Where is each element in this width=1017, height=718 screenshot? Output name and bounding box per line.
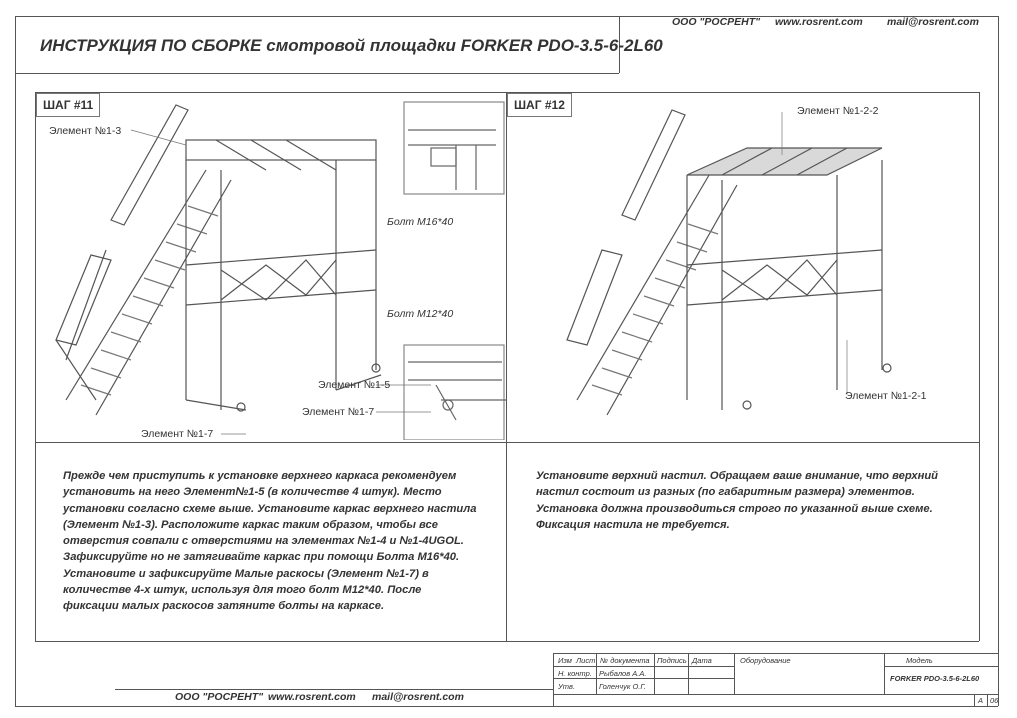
tb-model-value: FORKER PDO-3.5-6-2L60 — [890, 674, 980, 683]
step11-callout-bolt-m16: Болт М16*40 — [387, 216, 454, 228]
tb-n-kontr: Н. контр. — [558, 669, 592, 678]
step12-callout-element-1-2-1: Элемент №1-2-1 — [845, 390, 927, 402]
header-website[interactable]: www.rosrent.com — [775, 16, 863, 28]
footer-email[interactable]: mail@rosrent.com — [372, 691, 464, 703]
step-11-platform-drawing — [36, 100, 506, 440]
frame-left — [15, 16, 16, 706]
document-title: ИНСТРУКЦИЯ ПО СБОРКЕ смотровой площадки FORKER PDO-3.5-6-2L60 — [40, 36, 663, 55]
step11-callout-element-1-7-bottom: Элемент №1-7 — [141, 428, 214, 440]
panel-horizontal-divider — [35, 442, 979, 443]
tb-list: Лист — [576, 656, 596, 665]
step11-callout-element-1-3: Элемент №1-3 — [49, 125, 122, 137]
tb-sheet-no: 06 — [990, 696, 999, 705]
tb-izm: Изм — [558, 656, 572, 665]
footer-company: ООО "РОСРЕНТ" — [175, 691, 264, 703]
tb-doc-no: № документа — [600, 656, 650, 665]
header-email[interactable]: mail@rosrent.com — [887, 16, 979, 28]
step12-callout-element-1-2-2: Элемент №1-2-2 — [797, 105, 879, 117]
step-12-platform-drawing — [507, 100, 977, 440]
tb-equipment-label: Оборудование — [740, 656, 791, 665]
footer-top-line — [115, 689, 553, 690]
tb-sign: Подпись — [657, 656, 687, 665]
tb-utv: Утв. — [558, 682, 576, 691]
step-12-label: ШАГ #12 — [507, 93, 572, 117]
step11-callout-element-1-7-right: Элемент №1-7 — [302, 406, 375, 418]
step-11-label: ШАГ #11 — [36, 93, 100, 117]
title-block — [553, 653, 999, 707]
step11-callout-element-1-5: Элемент №1-5 — [318, 379, 391, 391]
tb-sheet-letter: А — [978, 696, 984, 705]
tb-n-kontr-name: Рыбалов А.А. — [599, 669, 647, 678]
title-box-bottom — [15, 73, 619, 74]
step11-callout-bolt-m12: Болт М12*40 — [387, 308, 454, 320]
tb-date: Дата — [692, 656, 712, 665]
tb-model-label: Модель — [906, 656, 933, 665]
step12-instruction-text: Установите верхний настил. Обращаем ваше внимание, что верхний настил состоит из разных (по габаритным размера) элементов. Установка должна производиться строго по указанной выше схеме. Фиксация настила не требуется. — [536, 470, 939, 531]
tb-utv-name: Голенчук О.Г. — [599, 682, 646, 691]
header-company: ООО "РОСРЕНТ" — [672, 16, 761, 28]
panel-bottom — [35, 641, 979, 642]
step11-instruction-text: Прежде чем приступить к установке верхнего каркаса рекомендуем установить на него Элемент№1-5 (в количестве 4 штук). Место установки согласно схеме выше. Установите каркас верхнего настила (Элемент №1-3). Расположите каркас таким образом, чтобы все отверстия совпали с отверстиями на элементах №1-4 и №1-4UGOL. Зафиксируйте но не затягивайте каркас при помощи Болта М16*40. Установите и зафиксируйте Малые раскосы (Элемент №1-7) в количестве 4-х штук, используя для того болт М12*40. После фиксации малых раскосов затяните болты на каркасе. — [63, 470, 477, 613]
frame-right — [998, 16, 999, 706]
panel-right — [979, 92, 980, 641]
footer-website[interactable]: www.rosrent.com — [268, 691, 356, 703]
